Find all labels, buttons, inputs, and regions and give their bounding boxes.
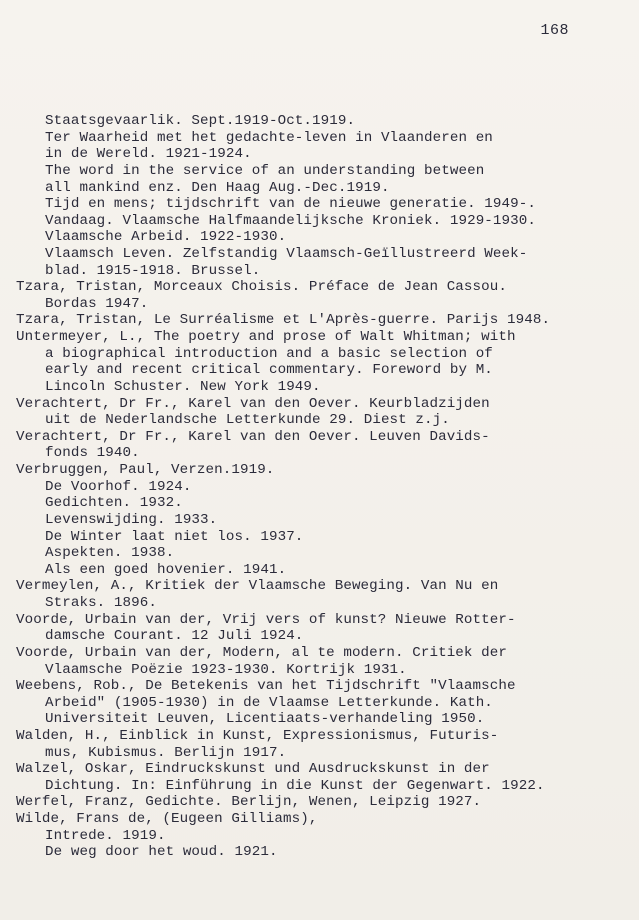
- entry-continuation-line: mus, Kubismus. Berlijn 1917.: [45, 744, 287, 761]
- entry-first-line: Tzara, Tristan, Le Surréalisme et L'Après-guerre. Parijs 1948.: [16, 312, 551, 329]
- entry-continuation-line: Gedichten. 1932.: [45, 495, 183, 512]
- entry-continuation-line: Staatsgevaarlik. Sept.1919-Oct.1919.: [45, 113, 356, 129]
- entry-continuation-line: Lincoln Schuster. New York 1949.: [45, 378, 321, 395]
- entry-continuation-line: blad. 1915-1918. Brussel.: [45, 262, 261, 279]
- entry-continuation-line: early and recent critical commentary. Foreword by M.: [45, 362, 493, 379]
- entry-continuation-line: damsche Courant. 12 Juli 1924.: [45, 628, 304, 645]
- entry-continuation-line: The word in the service of an understanding between: [45, 162, 485, 179]
- entry-first-line: Weebens, Rob., De Betekenis van het Tijdschrift "Vlaamsche: [16, 678, 516, 695]
- entry-continuation-line: Vlaamsche Arbeid. 1922-1930.: [45, 229, 287, 246]
- entry-continuation-line: De Winter laat niet los. 1937.: [45, 528, 304, 545]
- entry-first-line: Untermeyer, L., The poetry and prose of Walt Whitman; with: [16, 329, 516, 346]
- entry-first-line: Verbruggen, Paul, Verzen.1919.: [16, 462, 275, 478]
- entry-continuation-line: all mankind enz. Den Haag Aug.-Dec.1919.: [45, 179, 390, 196]
- entry-continuation-line: fonds 1940.: [45, 445, 140, 462]
- entry-first-line: Vermeylen, A., Kritiek der Vlaamsche Beweging. Van Nu en: [16, 578, 499, 595]
- entry-continuation-line: Tijd en mens; tijdschrift van de nieuwe generatie. 1949-.: [45, 196, 536, 213]
- entry-continuation-line: Als een goed hovenier. 1941.: [45, 561, 287, 578]
- entry-first-line: Verachtert, Dr Fr., Karel van den Oever. Leuven Davids-: [16, 428, 490, 445]
- entry-continuation-line: Dichtung. In: Einführung in die Kunst der Gegenwart. 1922.: [45, 777, 545, 794]
- entry-continuation-line: Levenswijding. 1933.: [45, 511, 218, 528]
- entry-continuation-line: Universiteit Leuven, Licentiaats-verhandeling 1950.: [45, 711, 485, 728]
- entry-continuation-line: in de Wereld. 1921-1924.: [45, 146, 252, 163]
- entry-continuation-line: Straks. 1896.: [45, 595, 157, 611]
- entry-continuation-line: Aspekten. 1938.: [45, 545, 175, 562]
- entry-continuation-line: Vlaamsche Poëzie 1923-1930. Kortrijk 1931.: [45, 661, 407, 678]
- entry-first-line: Walden, H., Einblick in Kunst, Expressionismus, Futuris-: [16, 727, 499, 744]
- entry-first-line: Werfel, Franz, Gedichte. Berlijn, Wenen, Leipzig 1927.: [16, 794, 482, 811]
- entry-continuation-line: uit de Nederlandsche Letterkunde 29. Diest z.j.: [45, 412, 450, 429]
- entry-first-line: Walzel, Oskar, Eindruckskunst und Ausdruckskunst in der: [16, 761, 490, 778]
- entry-continuation-line: a biographical introduction and a basic selection of: [45, 345, 493, 362]
- entry-continuation-line: De Voorhof. 1924.: [45, 478, 192, 495]
- entry-continuation-line: Ter Waarheid met het gedachte-leven in Vlaanderen en: [45, 129, 493, 146]
- entry-continuation-line: Vandaag. Vlaamsche Halfmaandelijksche Kroniek. 1929-1930.: [45, 212, 536, 229]
- entry-continuation-line: Arbeid" (1905-1930) in de Vlaamse Letterkunde. Kath.: [45, 694, 493, 711]
- entry-continuation-line: Intrede. 1919.: [45, 827, 166, 844]
- entry-first-line: Verachtert, Dr Fr., Karel van den Oever. Keurbladzijden: [16, 395, 490, 412]
- entry-continuation-line: Vlaamsch Leven. Zelfstandig Vlaamsch-Geïllustreerd Week-: [45, 246, 528, 262]
- entry-continuation-line: De weg door het woud. 1921.: [45, 844, 278, 861]
- entry-first-line: Voorde, Urbain van der, Vrij vers of kunst? Nieuwe Rotter-: [16, 611, 516, 628]
- entry-first-line: Tzara, Tristan, Morceaux Choisis. Préface de Jean Cassou.: [16, 279, 507, 296]
- page-number: 168: [540, 22, 569, 39]
- entry-first-line: Wilde, Frans de, (Eugeen Gilliams),: [16, 811, 318, 827]
- entry-first-line: Voorde, Urbain van der, Modern, al te modern. Critiek der: [16, 644, 507, 661]
- entry-continuation-line: Bordas 1947.: [45, 295, 149, 312]
